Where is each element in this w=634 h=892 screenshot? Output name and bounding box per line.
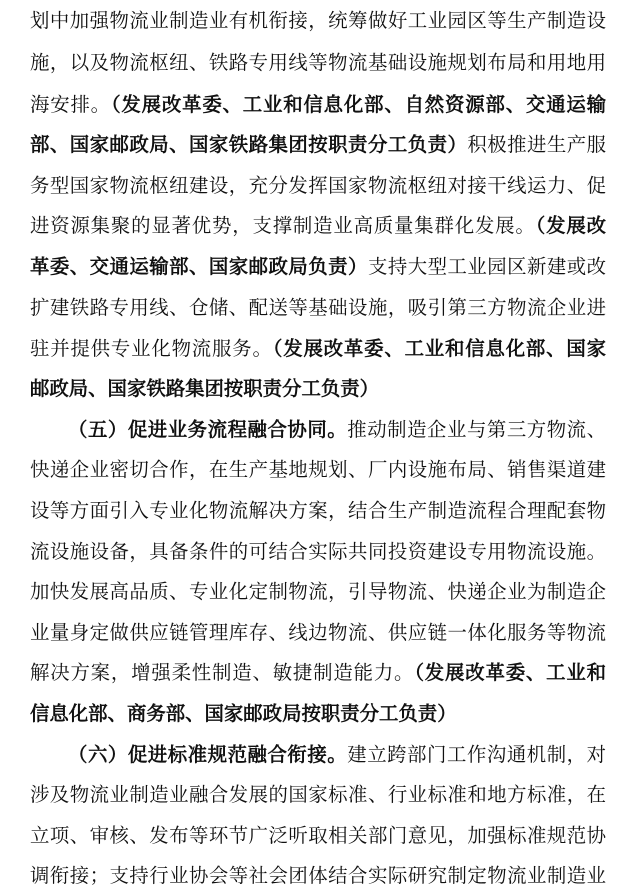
text-line: 加快发展高品质、专业化定制物流，引导物流、快递企业为制造企 (30, 580, 606, 603)
text-line: 进资源集聚的显著优势，支撑制造业高质量集群化发展。（发展改 (30, 214, 606, 237)
section-heading-line: （五）促进业务流程融合协同。推动制造企业与第三方物流、 (68, 418, 607, 441)
text-line: 业量身定做供应链管理库存、线边物流、供应链一体化服务等物流 (30, 621, 606, 644)
text-line: 扩建铁路专用线、仓储、配送等基础设施，吸引第三方物流企业进 (30, 296, 606, 319)
text-line: 邮政局、国家铁路集团按职责分工负责） (30, 377, 380, 400)
text-line: 立项、审核、发布等环节广泛听取相关部门意见，加强标准规范协 (30, 824, 606, 847)
text-line: 信息化部、商务部、国家邮政局按职责分工负责） (30, 702, 457, 725)
text-line: 调衔接；支持行业协会等社会团体结合实际研究制定物流业制造业 (30, 864, 606, 887)
text-line: 务型国家物流枢纽建设，充分发挥国家物流枢纽对接干线运力、促 (30, 174, 606, 197)
text-line: 解决方案，增强柔性制造、敏捷制造能力。（发展改革委、工业和 (30, 661, 606, 684)
section-heading-line: （六）促进标准规范融合衔接。建立跨部门工作沟通机制，对 (68, 743, 607, 766)
section-heading: （五）促进业务流程融合协同。 (68, 418, 348, 441)
text-line: 海安排。（发展改革委、工业和信息化部、自然资源部、交通运输 (30, 93, 606, 116)
text-line: 涉及物流业制造业融合发展的国家标准、行业标准和地方标准，在 (30, 783, 606, 806)
text-line: 驻并提供专业化物流服务。（发展改革委、工业和信息化部、国家 (30, 337, 606, 360)
text-line: 流设施设备，具备条件的可结合实际共同投资建设专用物流设施。 (30, 540, 606, 563)
text-line: 施，以及物流枢纽、铁路专用线等物流基础设施规划布局和用地用 (30, 51, 606, 74)
text-line: 快递企业密切合作，在生产基地规划、厂内设施布局、销售渠道建 (30, 458, 606, 481)
text-line: 革委、交通运输部、国家邮政局负责）支持大型工业园区新建或改 (30, 255, 607, 278)
text-line: 设等方面引入专业化物流解决方案，结合生产制造流程合理配套物 (30, 499, 606, 522)
text-line: 部、国家邮政局、国家铁路集团按职责分工负责）积极推进生产服 (30, 133, 607, 156)
section-heading: （六）促进标准规范融合衔接。 (68, 743, 348, 766)
text-line: 划中加强物流业制造业有机衔接，统筹做好工业园区等生产制造设 (30, 9, 606, 32)
